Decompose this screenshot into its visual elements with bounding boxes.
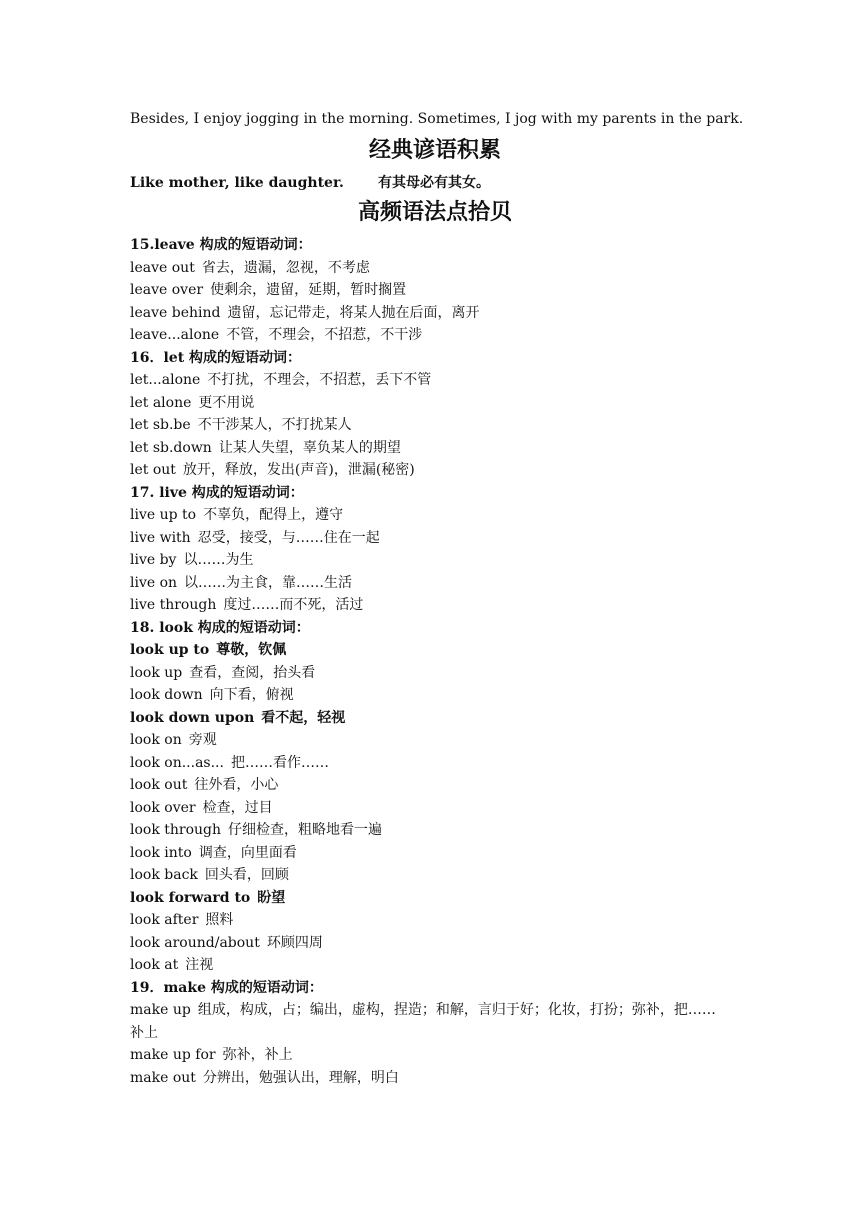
- phrase-meaning: 分辨出，勉强认出，理解，明白: [202, 1069, 399, 1086]
- phrase-item: [130, 1067, 740, 1090]
- section-title: 15.leave 构成的短语动词：: [130, 237, 312, 253]
- phrase-item: [130, 527, 740, 550]
- phrase-term: make up: [130, 1002, 191, 1018]
- phrase-term: look after: [130, 912, 199, 928]
- phrase-meaning: 不干涉某人，不打扰某人: [197, 417, 352, 433]
- phrase-item: [130, 864, 740, 887]
- phrase-meaning: 以……为主食，靠……生活: [184, 574, 353, 591]
- phrase-term: leave...alone: [130, 327, 220, 343]
- document-page: [130, 108, 744, 1089]
- phrase-term: look on: [130, 732, 182, 748]
- phrase-meaning: 弥补，补上: [222, 1047, 293, 1063]
- proverb-line: [130, 172, 740, 194]
- phrase-item: [130, 279, 740, 302]
- phrase-term: live through: [130, 597, 217, 613]
- phrase-meaning: 检查，过目: [202, 799, 273, 816]
- phrase-item: [130, 729, 740, 752]
- phrase-item: [130, 257, 740, 280]
- phrase-meaning: 使剩余，遗留，延期，暂时搁置: [210, 282, 407, 298]
- phrase-term: look down upon: [130, 709, 255, 726]
- phrase-item: [130, 549, 740, 572]
- phrase-item: [130, 437, 740, 460]
- phrase-meaning: 不辜负，配得上，遵守: [203, 507, 344, 523]
- phrase-item: [130, 392, 740, 415]
- phrase-term: leave behind: [130, 304, 221, 321]
- phrase-term: look up to: [130, 642, 210, 658]
- phrase-meaning: 照料: [205, 912, 234, 928]
- phrase-term: live by: [130, 552, 177, 568]
- phrase-term: leave over: [130, 282, 204, 298]
- phrase-term: live on: [130, 574, 178, 591]
- phrase-item: [130, 572, 740, 595]
- phrase-item: [130, 909, 740, 932]
- phrase-term: let sb.be: [130, 417, 191, 433]
- phrase-item: [130, 954, 740, 977]
- phrase-term: look through: [130, 822, 222, 838]
- phrase-meaning: 遗留，忘记带走，将某人抛在后面，离开: [227, 304, 480, 321]
- phrase-item: [130, 459, 740, 482]
- phrase-meaning: 不打扰，不理会，不招惹，丢下不管: [207, 372, 432, 388]
- intro-sentence: Besides, I enjoy jogging in the morning. Sometimes, I jog with my parents in the park.: [130, 111, 744, 127]
- phrase-item: [130, 999, 740, 1022]
- phrase-meaning: 以……为生: [183, 552, 254, 568]
- phrase-item: [130, 414, 740, 437]
- phrase-item: [130, 594, 740, 617]
- phrase-term: leave out: [130, 259, 195, 276]
- phrase-item: [130, 752, 740, 775]
- phrase-meaning: 盼望: [257, 889, 286, 906]
- section-title: 16．let 构成的短语动词：: [130, 349, 302, 366]
- section-title: 17. live 构成的短语动词：: [130, 484, 304, 501]
- phrase-item: [130, 932, 740, 955]
- phrase-term: live with: [130, 529, 191, 546]
- phrase-item: [130, 887, 740, 910]
- phrase-item: [130, 707, 740, 730]
- phrase-meaning: 放开，释放，发出(声音)，泄漏(秘密): [182, 462, 415, 478]
- phrase-meaning: 更不用说: [198, 394, 255, 411]
- phrase-meaning: 不管，不理会，不招惹，不干涉: [226, 327, 423, 343]
- phrase-meaning: 环顾四周: [266, 934, 323, 951]
- phrase-item: [130, 639, 740, 662]
- phrase-meaning: 把……看作……: [230, 754, 329, 771]
- phrase-meaning: 调查，向里面看: [198, 844, 297, 861]
- phrase-meaning: 往外看，小心: [194, 777, 279, 793]
- phrase-meaning: 尊敬，钦佩: [216, 642, 287, 658]
- phrase-term: look forward to: [130, 889, 251, 906]
- phrase-term: let...alone: [130, 372, 201, 388]
- phrase-term: look around/about: [130, 934, 260, 951]
- phrase-meaning: 忍受，接受，与……住在一起: [197, 529, 380, 546]
- phrase-meaning: 仔细检查，粗略地看一遍: [228, 822, 383, 838]
- phrase-meaning: 让某人失望，辜负某人的期望: [218, 439, 401, 456]
- phrase-item: [130, 662, 740, 685]
- continuation-line: 补上: [130, 1024, 158, 1041]
- phrase-meaning: 组成，构成，占；编出，虚构，捏造；和解，言归于好；化妆，打扮；弥补，把……: [197, 1002, 716, 1018]
- phrase-item: [130, 324, 740, 347]
- phrase-list: [130, 234, 740, 1089]
- grammar-heading: 高频语法点拾贝: [357, 200, 512, 225]
- phrase-term: look on...as...: [130, 754, 224, 771]
- phrase-term: look out: [130, 777, 188, 793]
- phrase-item: [130, 369, 740, 392]
- phrase-term: let out: [130, 462, 176, 478]
- phrase-term: look down: [130, 687, 203, 703]
- phrase-item: [130, 1044, 740, 1067]
- phrase-term: let sb.down: [130, 439, 212, 456]
- phrase-meaning: 看不起，轻视: [261, 709, 346, 726]
- phrase-item: [130, 819, 740, 842]
- section-title: 18. look 构成的短语动词：: [130, 619, 310, 636]
- proverb-english: Like mother, like daughter.: [130, 175, 344, 191]
- proverb-chinese: 有其母必有其女。: [378, 175, 490, 191]
- phrase-meaning: 查看，查阅，抬头看: [189, 664, 316, 681]
- phrase-meaning: 向下看，俯视: [209, 687, 294, 703]
- section-title: 19．make 构成的短语动词：: [130, 979, 323, 996]
- phrase-item: [130, 842, 740, 865]
- phrase-term: look up: [130, 664, 183, 681]
- phrase-term: look over: [130, 799, 196, 816]
- phrase-meaning: 旁观: [188, 732, 217, 748]
- phrase-item: [130, 797, 740, 820]
- phrase-term: look into: [130, 844, 192, 861]
- phrase-meaning: 回头看，回顾: [204, 867, 289, 883]
- phrase-term: look at: [130, 957, 179, 973]
- phrase-item: [130, 504, 740, 527]
- phrase-item: [130, 684, 740, 707]
- phrase-term: live up to: [130, 507, 197, 523]
- phrase-meaning: 注视: [185, 957, 214, 973]
- phrase-term: make up for: [130, 1047, 216, 1063]
- phrase-meaning: 度过……而不死，活过: [223, 597, 364, 613]
- phrase-term: make out: [130, 1069, 196, 1086]
- phrase-meaning: 省去，遗漏，忽视，不考虑: [201, 259, 370, 276]
- proverb-heading: 经典谚语积累: [368, 138, 501, 163]
- phrase-item: [130, 774, 740, 797]
- phrase-term: look back: [130, 867, 198, 883]
- phrase-term: let alone: [130, 394, 192, 411]
- phrase-item: [130, 302, 740, 325]
